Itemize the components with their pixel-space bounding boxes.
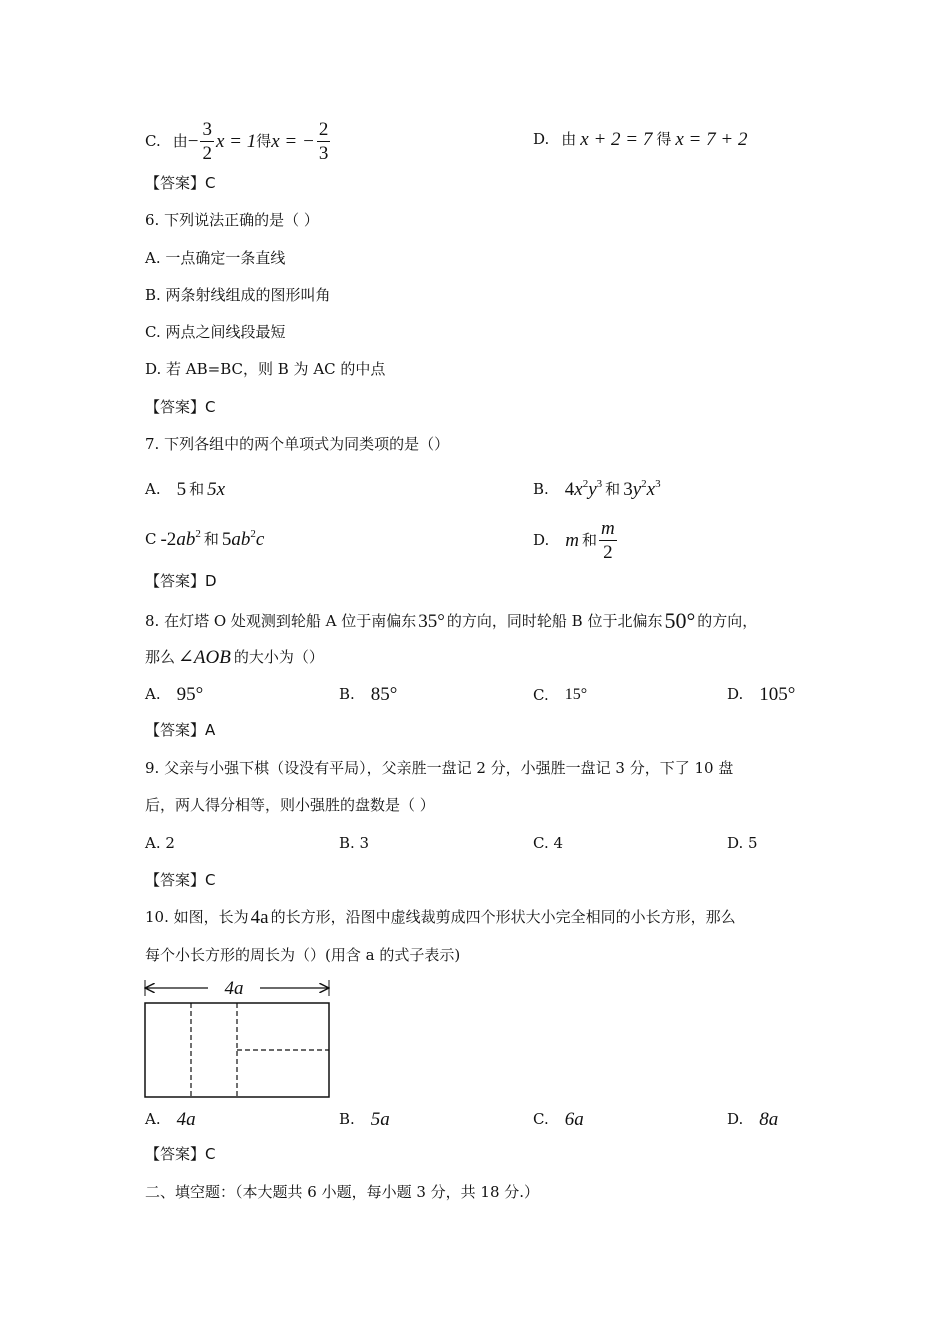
q7-option-b: B. $4x^2y^3$ 和 $3y^2x^3$ xyxy=(533,478,661,500)
section2-heading: 二、填空题：（本大题共 6 小题，每小题 3 分，共 18 分.） xyxy=(145,1183,540,1201)
option-label: C. xyxy=(533,1110,549,1128)
q10-option-c: C. 6a xyxy=(533,1109,584,1130)
q10-option-d: D. 8a xyxy=(727,1109,779,1130)
q10-option-a: A. 4a xyxy=(145,1109,196,1130)
monomial-5ab2c: $5ab^2c$ xyxy=(221,528,265,550)
q7-option-d: D. m 和 $\frac{m}{2}$ xyxy=(533,517,615,563)
q5-option-d: D. 由 x + 2 = 7 得 x = 7 + 2 xyxy=(533,129,748,150)
q9-option-d: D. 5 xyxy=(727,834,758,852)
q10-rectangle-figure xyxy=(140,972,340,1102)
q9-answer: 【答案】C xyxy=(145,871,216,889)
q10-option-b: B. 5a xyxy=(339,1109,390,1130)
option-label: C xyxy=(145,530,157,548)
q8-stem-line2: 那么 ∠AOB 的大小为（） xyxy=(145,647,324,668)
q8-option-b: B. 85° xyxy=(339,684,398,705)
q9-stem-line1: 9. 父亲与小强下棋（设没有平局），父亲胜一盘记 2 分，小强胜一盘记 3 分，下了 10 盘 xyxy=(145,759,734,777)
monomial-neg2ab2: $-2ab^2$ xyxy=(160,528,201,550)
q9-option-c: C. 4 xyxy=(533,834,564,852)
q9-stem-line2: 后，两人得分相等，则小强胜的盘数是（ ） xyxy=(145,796,435,814)
figure-label-4a: 4a xyxy=(224,978,244,999)
option-label: A. xyxy=(145,480,161,498)
option-label: B. xyxy=(339,1110,355,1128)
q7-option-c: C $-2ab^2$ 和 $5ab^2c$ xyxy=(145,528,265,550)
option-label: D. xyxy=(727,1110,744,1128)
option-label: B. xyxy=(339,685,355,703)
q6-option-d: D. 若 AB=BC，则 B 为 AC 的中点 xyxy=(145,360,386,378)
q8-option-c: C. 15° xyxy=(533,685,588,704)
option-label: A. xyxy=(145,685,161,703)
q6-option-c: C. 两点之间线段最短 xyxy=(145,323,286,341)
q10-answer: 【答案】C xyxy=(145,1145,216,1163)
monomial-3y2x3: $3y^2x^3$ xyxy=(623,478,661,500)
q9-option-b: B. 3 xyxy=(339,834,370,852)
expr-4a: 4a xyxy=(250,907,269,928)
q6-answer: 【答案】C xyxy=(145,398,216,416)
monomial-4x2y3: $4x^2y^3$ xyxy=(564,478,603,500)
q9-option-a: A. 2 xyxy=(145,834,175,852)
q7-option-a: A. 5 和 5x xyxy=(145,479,226,500)
option-label: C. xyxy=(533,685,549,704)
q10-stem-line2: 每个小长方形的周长为（）(用含 a 的式子表示) xyxy=(145,946,461,964)
q8-stem-line1: 8. 在灯塔 O 处观测到轮船 A 位于南偏东 35° 的方向，同时轮船 B 位于北偏东 50° 的方向， xyxy=(145,608,758,633)
option-label: C. xyxy=(145,131,161,150)
fraction: $\frac{m}{2}$ xyxy=(601,517,615,563)
option-label: A. xyxy=(145,1110,161,1128)
q5-option-c: C. 由 − $\frac{3}{2}$ x = 1 得 x = − $\frac{2}{3}$ xyxy=(145,118,329,164)
q8-option-a: A. 95° xyxy=(145,684,204,705)
fraction: $\frac{3}{2}$ xyxy=(202,118,212,164)
option-label: D. xyxy=(533,530,550,549)
q5-answer: 【答案】C xyxy=(145,174,216,192)
option-label: D. xyxy=(533,130,550,148)
q7-answer: 【答案】D xyxy=(145,572,217,590)
q6-stem: 6. 下列说法正确的是（ ） xyxy=(145,211,319,229)
q6-option-a: A. 一点确定一条直线 xyxy=(145,249,286,267)
q7-stem: 7. 下列各组中的两个单项式为同类项的是（） xyxy=(145,435,450,453)
fraction: $\frac{2}{3}$ xyxy=(318,118,329,164)
q8-answer: 【答案】A xyxy=(145,721,216,739)
q10-stem-line1: 10. 如图，长为 4a 的长方形，沿图中虚线裁剪成四个形状大小完全相同的小长方形，那么 xyxy=(145,907,736,928)
q8-option-d: D. 105° xyxy=(727,684,796,705)
q6-option-b: B. 两条射线组成的图形叫角 xyxy=(145,286,331,304)
option-label: B. xyxy=(533,480,549,498)
option-label: D. xyxy=(727,685,744,703)
